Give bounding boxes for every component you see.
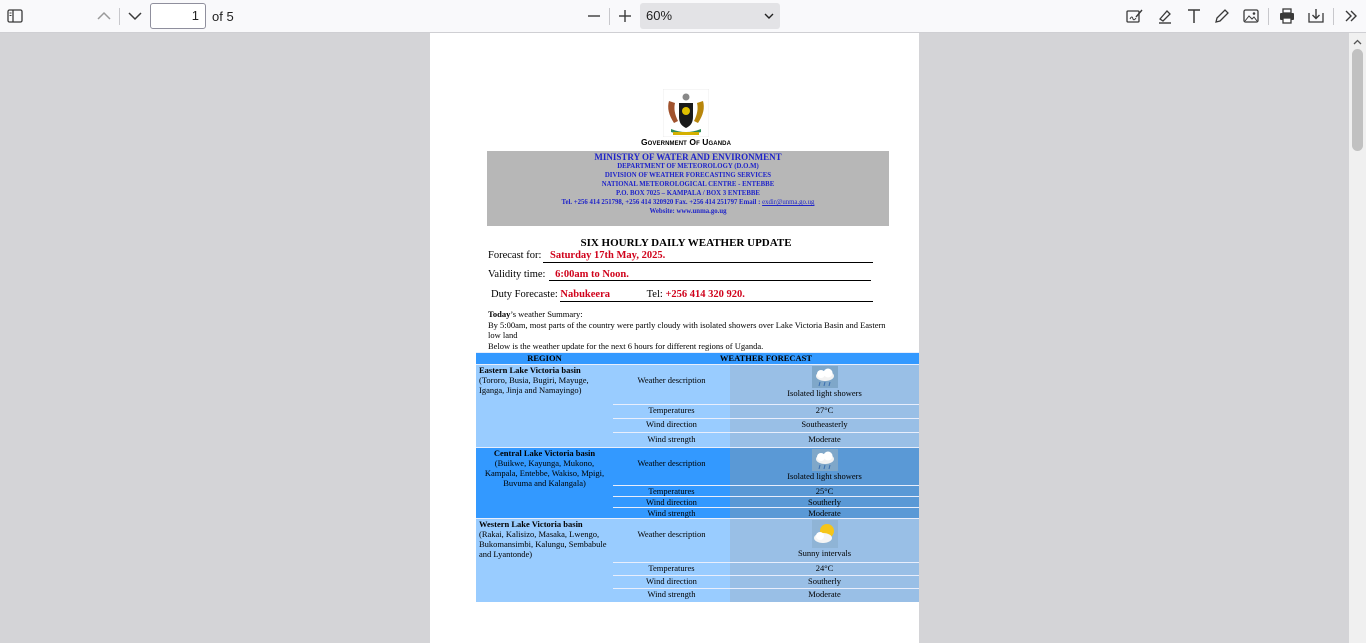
tel-value: +256 414 320 920.	[665, 289, 745, 300]
vertical-scrollbar[interactable]	[1349, 33, 1366, 643]
pdf-page	[430, 33, 919, 643]
save-icon[interactable]	[1303, 4, 1329, 28]
scroll-up-icon[interactable]	[1352, 35, 1363, 46]
tel-label: Tel:	[646, 289, 663, 300]
ministry-header-box	[487, 151, 889, 226]
zoom-in-icon[interactable]	[612, 4, 638, 28]
validity-row	[488, 269, 629, 280]
tel-fax-text: Tel. +256 414 251798, +256 414 320920 Fax. +256 414 251797 Email :	[561, 199, 761, 206]
table-header-row	[476, 353, 919, 365]
table-row	[476, 365, 919, 405]
wind-str-value: Moderate	[730, 589, 919, 602]
ministry-name: MINISTRY OF WATER AND ENVIRONMENT	[594, 152, 782, 162]
zoom-select[interactable]	[640, 3, 780, 29]
wind-dir-value: Southerly	[730, 497, 919, 508]
text-tool-icon[interactable]	[1181, 4, 1207, 28]
underline	[543, 262, 873, 263]
coat-of-arms-icon	[663, 89, 709, 137]
temp-label: Temperatures	[613, 486, 730, 497]
forecast-column-header: WEATHER FORECAST	[613, 353, 919, 365]
desc-value: Isolated light showers	[787, 471, 862, 481]
forecast-for-label: Forecast for:	[488, 250, 542, 261]
temp-label: Temperatures	[613, 405, 730, 419]
temp-value: 27°C	[730, 405, 919, 419]
website-text: Website: www.unma.go.ug	[649, 208, 727, 215]
summary-title-bold: Today	[488, 309, 511, 319]
highlight-icon[interactable]	[1152, 4, 1178, 28]
below-text: Below is the weather update for the next 6 hours for different regions of Uganda.	[488, 340, 764, 351]
pdf-toolbar	[0, 0, 1366, 33]
email-link[interactable]: exdir@unma.go.ug	[762, 199, 815, 206]
wind-dir-label: Wind direction	[613, 418, 730, 432]
wind-str-label: Wind strength	[613, 508, 730, 519]
zoom-value: 60%	[646, 8, 673, 23]
region-name: Eastern Lake Victoria basin	[479, 365, 581, 375]
desc-value: Isolated light showers	[787, 388, 862, 398]
document-viewer[interactable]	[0, 33, 1349, 643]
wind-str-label: Wind strength	[613, 432, 730, 447]
duty-value: Nabukeera	[560, 289, 610, 300]
region-areas: (Buikwe, Kayunga, Mukono, Kampala, Entebbe, Wakiso, Mpigi, Buvuma and Kalangala)	[484, 458, 605, 488]
forecast-for-row	[488, 250, 665, 261]
region-cell	[476, 365, 613, 448]
validity-value: 6:00am to Noon.	[555, 269, 629, 280]
double-chevron-right-icon[interactable]	[1338, 4, 1364, 28]
weather-summary	[488, 309, 893, 351]
contact-line	[487, 198, 889, 207]
table-row	[476, 448, 919, 486]
wind-dir-label: Wind direction	[613, 497, 730, 508]
print-icon[interactable]	[1274, 4, 1300, 28]
page-number-input[interactable]: 1	[150, 3, 206, 29]
signature-icon[interactable]	[1122, 4, 1148, 28]
document-title: SIX HOURLY DAILY WEATHER UPDATE	[580, 237, 792, 249]
validity-label: Validity time:	[488, 269, 546, 280]
toolbar-divider	[1333, 8, 1334, 25]
region-name: Western Lake Victoria basin	[479, 519, 583, 529]
scrollbar-thumb[interactable]	[1352, 49, 1363, 151]
temp-value: 24°C	[730, 563, 919, 576]
wind-str-label: Wind strength	[613, 589, 730, 602]
desc-value: Sunny intervals	[797, 548, 852, 558]
duty-row	[491, 289, 745, 300]
previous-page-icon[interactable]	[91, 4, 117, 28]
wind-dir-label: Wind direction	[613, 576, 730, 589]
toolbar-divider	[119, 8, 120, 25]
underline	[549, 280, 871, 281]
department-name: DEPARTMENT OF METEOROLOGY (D.O.M)	[617, 163, 759, 170]
rain-cloud-icon	[812, 449, 838, 471]
region-cell	[476, 519, 613, 602]
table-row	[476, 519, 919, 563]
underline	[560, 301, 873, 302]
po-box: P.O. BOX 7025 – KAMPALA / BOX 3 ENTEBBE	[616, 190, 760, 197]
summary-title	[488, 309, 893, 320]
temp-value: 25°C	[730, 486, 919, 497]
sun-cloud-icon	[812, 520, 838, 548]
desc-label: Weather description	[613, 448, 730, 486]
summary-title-rest: ’s weather Summary:	[510, 309, 583, 319]
forecast-for-value: Saturday 17th May, 2025.	[549, 250, 666, 261]
region-name: Central Lake Victoria basin	[493, 448, 596, 458]
draw-icon[interactable]	[1209, 4, 1235, 28]
desc-label: Weather description	[613, 519, 730, 563]
wind-dir-value: Southerly	[730, 576, 919, 589]
region-cell	[476, 448, 613, 519]
wind-str-value: Moderate	[730, 432, 919, 447]
desc-value-cell	[730, 519, 919, 563]
zoom-out-icon[interactable]	[581, 4, 607, 28]
summary-text: By 5:00am, most parts of the country were partly cloudy with isolated showers over Lake Victoria Basin and Eastern low land	[488, 319, 886, 340]
forecast-table	[476, 352, 919, 602]
division-name: DIVISION OF WEATHER FORECASTING SERVICES	[604, 172, 772, 179]
region-areas: (Rakai, Kalisizo, Masaka, Lwengo, Bukomansimbi, Kalungu, Sembabule and Lyantonde)	[479, 529, 607, 559]
next-page-icon[interactable]	[122, 4, 148, 28]
wind-str-value: Moderate	[730, 508, 919, 519]
temp-label: Temperatures	[613, 563, 730, 576]
desc-value-cell	[730, 365, 919, 405]
toolbar-divider	[1268, 8, 1269, 25]
desc-value-cell	[730, 448, 919, 486]
government-title: Government Of Uganda	[640, 137, 732, 147]
centre-name: NATIONAL METEOROLOGICAL CENTRE - ENTEBBE	[601, 181, 775, 188]
wind-dir-value: Southeasterly	[730, 418, 919, 432]
page-count-label: of 5	[212, 9, 234, 24]
region-column-header: REGION	[476, 353, 613, 365]
region-areas: (Tororo, Busia, Bugiri, Mayuge, Iganga, Jinja and Namayingo)	[479, 375, 589, 395]
toolbar-divider	[609, 8, 610, 25]
image-icon[interactable]	[1238, 4, 1264, 28]
rain-cloud-icon	[812, 366, 838, 388]
desc-label: Weather description	[613, 365, 730, 405]
sidebar-toggle-icon[interactable]	[2, 4, 28, 28]
duty-label: Duty Forecaste:	[491, 289, 558, 300]
